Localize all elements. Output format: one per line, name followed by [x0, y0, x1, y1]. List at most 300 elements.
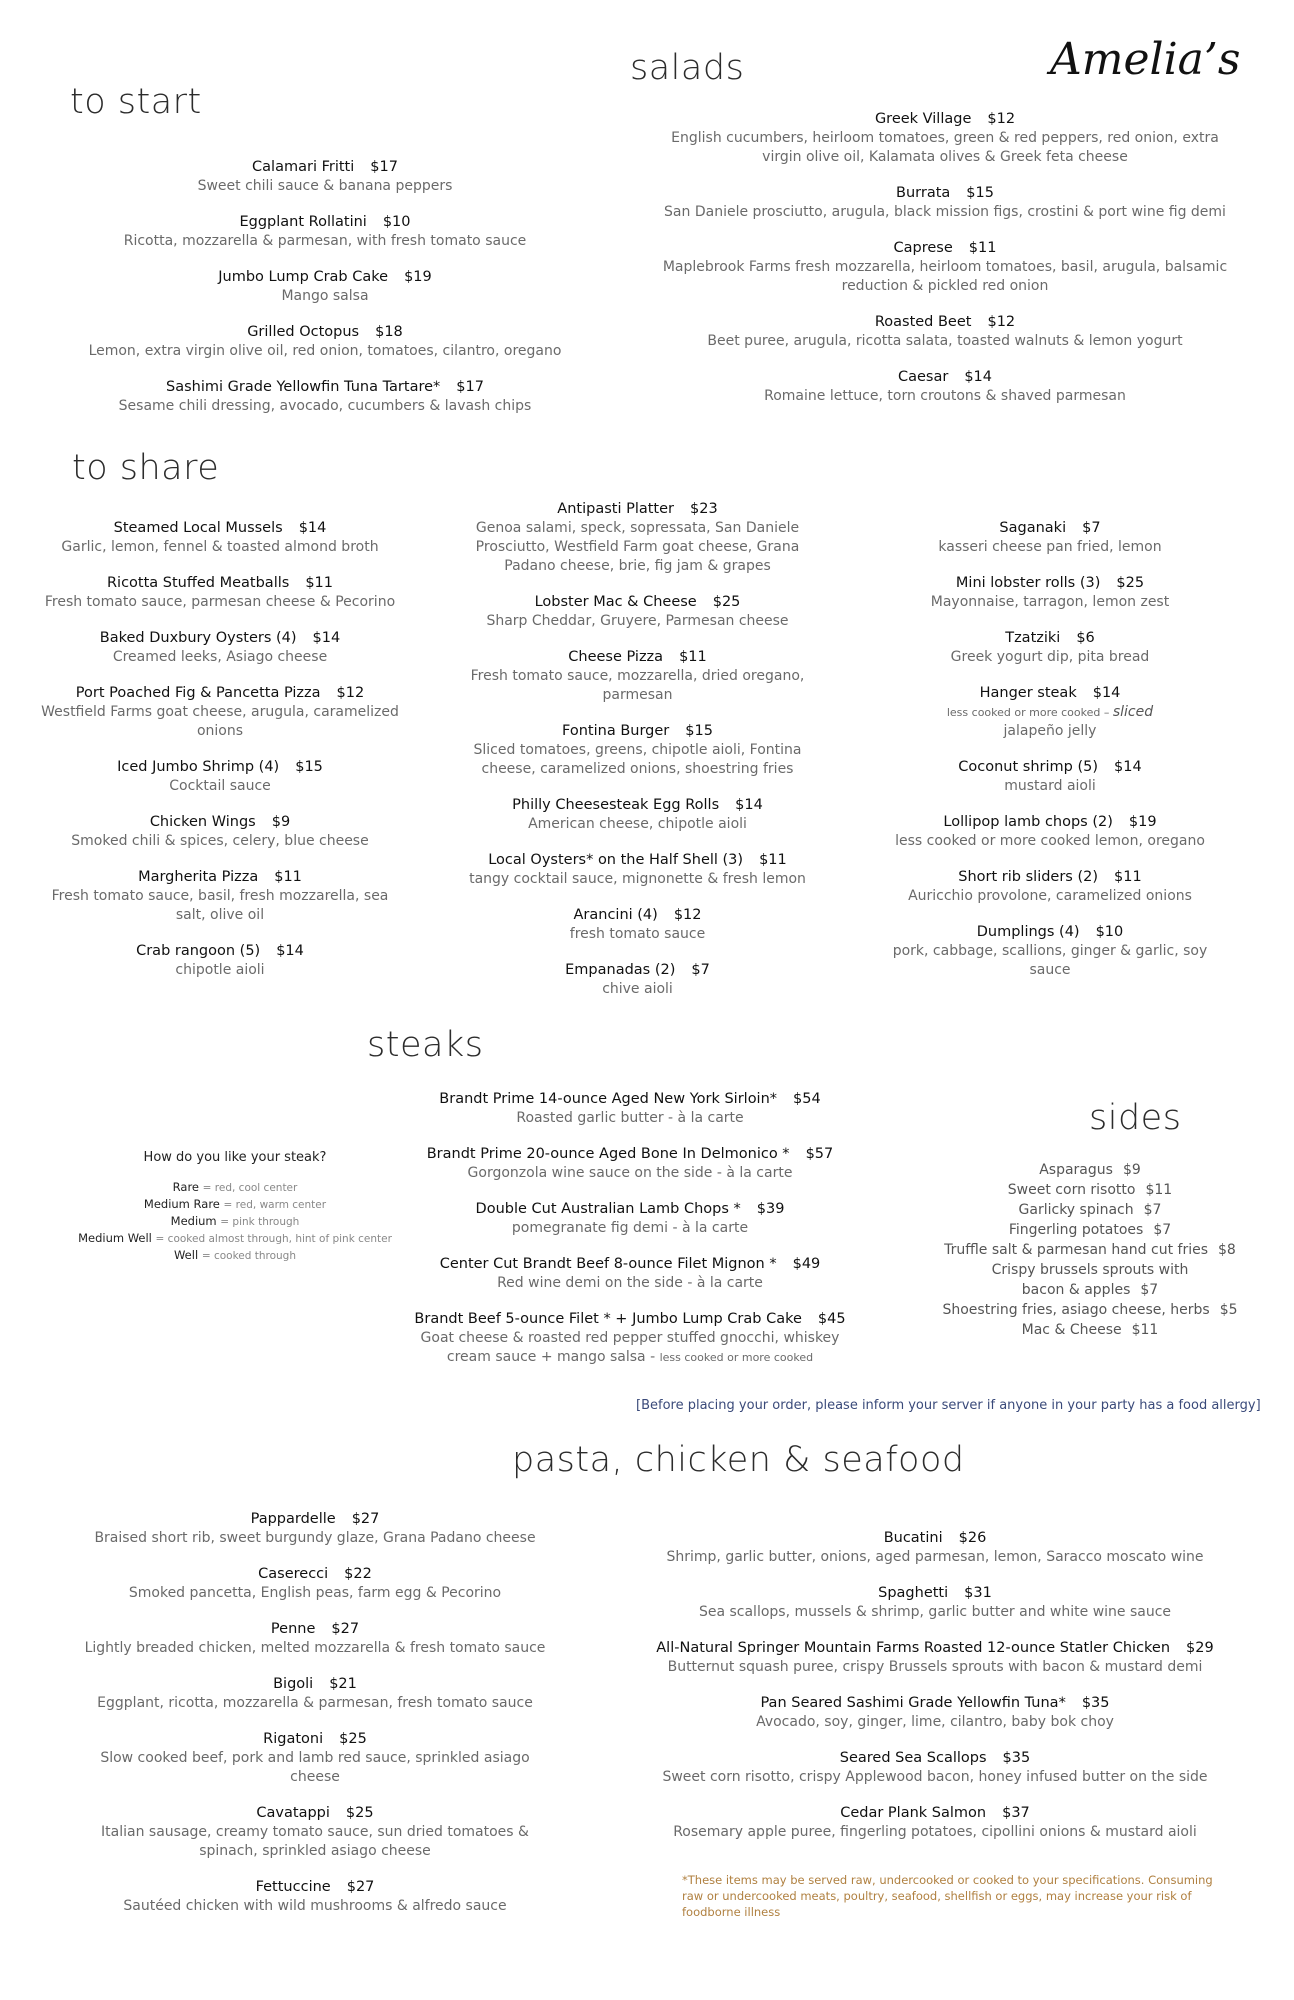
menu-item-price: $12 — [336, 685, 365, 701]
menu-item-heading — [655, 1529, 1215, 1548]
menu-item-price: $6 — [1076, 630, 1095, 646]
menu-item-description — [40, 777, 400, 796]
menu-item-price: $11 — [274, 869, 302, 885]
menu-item-description — [75, 177, 575, 196]
menu-item-heading — [660, 110, 1230, 129]
menu-item-name: Dumplings (4) — [976, 924, 1080, 940]
menu-item-name: Brandt Prime 20-ounce Aged Bone In Delmonico * — [426, 1146, 790, 1162]
side-item-price: $11 — [1131, 1322, 1159, 1338]
menu-item-price: $14 — [276, 943, 304, 959]
menu-item-price: $22 — [344, 1566, 372, 1582]
doneness-description: = cooked almost through, hint of pink center — [155, 1233, 392, 1245]
menu-item-description — [75, 287, 575, 306]
menu-item-price: $11 — [759, 852, 787, 868]
menu-item-price: $29 — [1186, 1640, 1214, 1656]
menu-item-name: Hanger steak — [979, 685, 1077, 701]
section-title-sides: sides — [1089, 1098, 1182, 1138]
menu-item-name: Pappardelle — [250, 1511, 336, 1527]
menu-item-description-text: San Daniele prosciutto, arugula, black mission figs, crostini & port wine fig demi — [664, 204, 1226, 220]
side-item-name: Shoestring fries, asiago cheese, herbs — [942, 1302, 1210, 1318]
menu-item-price: $15 — [295, 759, 323, 775]
menu-item — [455, 593, 820, 631]
menu-item-description — [455, 612, 820, 631]
menu-item-description — [660, 203, 1230, 222]
menu-item-description — [660, 387, 1230, 406]
menu-item-name: Cavatappi — [256, 1805, 330, 1821]
menu-item-description-text: Westfield Farms goat cheese, arugula, caramelized onions — [41, 704, 399, 739]
menu-item — [40, 758, 400, 796]
menu-item-description-text: Sautéed chicken with wild mushrooms & alfredo sauce — [123, 1898, 507, 1914]
menu-item-description — [660, 332, 1230, 351]
menu-item-heading — [880, 758, 1220, 777]
doneness-level — [60, 1230, 410, 1247]
menu-item-description-text: Butternut squash puree, crispy Brussels sprouts with bacon & mustard demi — [667, 1659, 1203, 1675]
side-item — [920, 1300, 1260, 1320]
menu-item-heading — [455, 648, 820, 667]
section-title-to-start: to start — [70, 82, 202, 122]
menu-item-name: Iced Jumbo Shrimp (4) — [117, 759, 280, 775]
menu-item — [75, 268, 575, 306]
menu-item — [75, 1620, 555, 1658]
menu-item — [660, 184, 1230, 222]
menu-item-heading — [660, 313, 1230, 332]
allergy-note: [Before placing your order, please inform your server if anyone in your party has a food allergy] — [636, 1398, 1261, 1413]
menu-item-heading — [880, 574, 1220, 593]
menu-item-heading — [75, 268, 575, 287]
menu-item-name: Ricotta Stuffed Meatballs — [106, 575, 290, 591]
menu-item-name: Roasted Beet — [874, 314, 972, 330]
menu-item-heading — [40, 813, 400, 832]
menu-item-price: $27 — [346, 1879, 375, 1895]
menu-item-description — [455, 519, 820, 576]
menu-item-heading — [880, 868, 1220, 887]
menu-item-heading — [75, 1620, 555, 1639]
menu-item-name: Rigatoni — [263, 1731, 324, 1747]
menu-item — [75, 1804, 555, 1861]
menu-item-description — [455, 980, 820, 999]
doneness-level — [60, 1179, 410, 1196]
menu-item-price: $15 — [685, 723, 713, 739]
menu-item-price: $31 — [964, 1585, 992, 1601]
menu-item-price: $19 — [404, 269, 432, 285]
steak-doneness-guide — [60, 1150, 410, 1264]
menu-item-description — [410, 1164, 850, 1183]
menu-item-heading — [660, 239, 1230, 258]
menu-item-price: $49 — [792, 1256, 821, 1272]
menu-item — [40, 684, 400, 741]
menu-item-name: Caserecci — [258, 1566, 329, 1582]
menu-item — [455, 851, 820, 889]
menu-item-description — [880, 722, 1220, 741]
menu-item-price: $9 — [271, 814, 291, 830]
menu-item-description — [655, 1713, 1215, 1732]
menu-item — [880, 519, 1220, 557]
menu-item-name: Double Cut Australian Lamb Chops * — [475, 1201, 741, 1217]
menu-item-name: Calamari Fritti — [252, 159, 355, 175]
side-item-price: $5 — [1219, 1302, 1238, 1318]
menu-item-price: $27 — [351, 1511, 380, 1527]
menu-item-description — [455, 667, 820, 705]
menu-item-description-text: Slow cooked beef, pork and lamb red sauce, sprinkled asiago cheese — [100, 1750, 530, 1785]
menu-item-heading — [655, 1749, 1215, 1768]
menu-item-name: Brandt Beef 5-ounce Filet * + Jumbo Lump Crab Cake — [414, 1311, 802, 1327]
menu-item-heading — [660, 184, 1230, 203]
menu-item — [410, 1145, 850, 1183]
menu-item-name: Local Oysters* on the Half Shell (3) — [488, 852, 744, 868]
menu-item — [75, 158, 575, 196]
menu-item-price: $45 — [817, 1311, 846, 1327]
side-item-name: Truffle salt & parmesan hand cut fries — [944, 1242, 1209, 1258]
menu-item — [75, 1565, 555, 1603]
menu-item-heading — [880, 923, 1220, 942]
menu-item-heading — [655, 1694, 1215, 1713]
menu-item-heading — [410, 1200, 850, 1219]
menu-item-description — [455, 870, 820, 889]
menu-item-heading — [40, 942, 400, 961]
side-item-price: $7 — [1153, 1222, 1172, 1238]
menu-item-name: Tzatziki — [1005, 630, 1061, 646]
menu-item-name: Jumbo Lump Crab Cake — [218, 269, 389, 285]
menu-item-description-text: chive aioli — [602, 981, 673, 997]
menu-item-heading — [880, 813, 1220, 832]
side-item-name: Fingerling potatoes — [1008, 1222, 1144, 1238]
menu-item — [40, 813, 400, 851]
menu-item-heading — [655, 1639, 1215, 1658]
menu-item-description-text: Braised short rib, sweet burgundy glaze, Grana Padano cheese — [94, 1530, 536, 1546]
menu-item-description-text: kasseri cheese pan fried, lemon — [938, 539, 1162, 555]
menu-item-description-text: chipotle aioli — [175, 962, 265, 978]
menu-item-description — [40, 593, 400, 612]
to-share-left-list — [40, 519, 400, 997]
menu-item-price: $14 — [964, 369, 993, 385]
side-item-price: $7 — [1140, 1282, 1159, 1298]
menu-item-price: $21 — [329, 1676, 357, 1692]
menu-item-description-text: Creamed leeks, Asiago cheese — [112, 649, 328, 665]
menu-item-name: All-Natural Springer Mountain Farms Roasted 12-ounce Statler Chicken — [656, 1640, 1171, 1656]
menu-item-name: Seared Sea Scallops — [839, 1750, 987, 1766]
menu-item — [455, 796, 820, 834]
menu-item-description-text: Sweet corn risotto, crispy Applewood bacon, honey infused butter on the side — [662, 1769, 1208, 1785]
menu-item — [410, 1090, 850, 1128]
side-item-price: $11 — [1145, 1182, 1173, 1198]
menu-item-name: Antipasti Platter — [557, 501, 674, 517]
menu-item-heading — [40, 868, 400, 887]
menu-item-name: Cheese Pizza — [568, 649, 664, 665]
pasta-left-list — [75, 1510, 555, 1933]
doneness-level — [60, 1213, 410, 1230]
salads-list — [660, 110, 1230, 423]
menu-item-description-text: pork, cabbage, scallions, ginger & garlic, soy sauce — [892, 943, 1208, 978]
menu-item-description — [880, 538, 1220, 557]
menu-item-description-text: Maplebrook Farms fresh mozzarella, heirloom tomatoes, basil, arugula, balsamic reduction & pickled red onion — [662, 259, 1228, 294]
menu-item-heading — [410, 1090, 850, 1109]
menu-item-price: $25 — [339, 1731, 367, 1747]
menu-item-description — [75, 1639, 555, 1658]
menu-item-name: Pan Seared Sashimi Grade Yellowfin Tuna* — [760, 1695, 1066, 1711]
menu-item — [75, 323, 575, 361]
to-share-middle-list — [455, 500, 820, 1016]
menu-item-description-text: Italian sausage, creamy tomato sauce, sun dried tomatoes & spinach, sprinkled asiago cheese — [101, 1824, 529, 1859]
menu-item-heading — [660, 368, 1230, 387]
menu-item-description-text: Avocado, soy, ginger, lime, cilantro, baby bok choy — [756, 1714, 1114, 1730]
menu-item — [40, 519, 400, 557]
menu-item-name: Bigoli — [273, 1676, 314, 1692]
doneness-name: Medium Well — [78, 1231, 152, 1245]
menu-item-name: Philly Cheesesteak Egg Rolls — [512, 797, 720, 813]
menu-item-price: $25 — [345, 1805, 374, 1821]
menu-item-name: Spaghetti — [878, 1585, 949, 1601]
menu-item-description — [410, 1274, 850, 1293]
menu-item-description — [655, 1658, 1215, 1677]
section-title-to-share: to share — [72, 448, 220, 488]
section-title-steaks: steaks — [367, 1025, 484, 1065]
menu-item-name: Penne — [270, 1621, 316, 1637]
menu-item-description — [410, 1109, 850, 1128]
menu-item-price: $14 — [735, 797, 763, 813]
menu-item-description — [455, 925, 820, 944]
menu-item-price: $7 — [1082, 520, 1101, 536]
side-item — [920, 1160, 1260, 1180]
menu-item-name: Fettuccine — [255, 1879, 331, 1895]
menu-item-heading — [40, 574, 400, 593]
menu-item — [75, 1675, 555, 1713]
menu-item-description — [75, 1823, 555, 1861]
menu-item-name: Eggplant Rollatini — [239, 214, 367, 230]
menu-item-name: Bucatini — [883, 1530, 943, 1546]
menu-item-description-text: tangy cocktail sauce, mignonette & fresh lemon — [469, 871, 806, 887]
menu-item-name: Caesar — [897, 369, 949, 385]
menu-item-description — [410, 1329, 850, 1367]
menu-item-description-text: Auricchio provolone, caramelized onions — [908, 888, 1192, 904]
menu-item-description-text: pomegranate fig demi - à la carte — [511, 1220, 749, 1236]
menu-item-name: Center Cut Brandt Beef 8-ounce Filet Mignon * — [439, 1256, 777, 1272]
menu-item-price: $14 — [298, 520, 327, 536]
menu-item-description — [880, 777, 1220, 796]
menu-item-description-text: Smoked pancetta, English peas, farm egg & Pecorino — [128, 1585, 502, 1601]
menu-item-price: $35 — [1002, 1750, 1031, 1766]
menu-item-description — [880, 648, 1220, 667]
menu-item-heading — [40, 519, 400, 538]
menu-item-name: Crab rangoon (5) — [136, 943, 261, 959]
menu-item-description-text: Roasted garlic butter - à la carte — [516, 1110, 744, 1126]
menu-item-description-text: Sesame chili dressing, avocado, cucumbers & lavash chips — [118, 398, 532, 414]
side-item — [920, 1240, 1260, 1260]
menu-item-description — [40, 538, 400, 557]
menu-item — [660, 313, 1230, 351]
menu-item-name: Lollipop lamb chops (2) — [943, 814, 1113, 830]
menu-item-description-text: Cocktail sauce — [169, 778, 271, 794]
menu-item — [880, 868, 1220, 906]
menu-item-description — [455, 815, 820, 834]
menu-item — [880, 923, 1220, 980]
menu-item-description — [655, 1548, 1215, 1567]
menu-item — [75, 1730, 555, 1787]
menu-item-price: $18 — [375, 324, 403, 340]
menu-item-description-text: Mango salsa — [281, 288, 369, 304]
menu-item-description — [455, 741, 820, 779]
menu-item-name: Margherita Pizza — [138, 869, 259, 885]
menu-item — [655, 1529, 1215, 1567]
menu-item-description — [40, 648, 400, 667]
menu-item-description — [40, 703, 400, 741]
menu-item-price: $15 — [966, 185, 994, 201]
menu-item-name: Cedar Plank Salmon — [840, 1805, 987, 1821]
menu-item — [410, 1255, 850, 1293]
menu-item-price: $12 — [987, 314, 1016, 330]
menu-item — [455, 500, 820, 576]
side-item-name: Sweet corn risotto — [1007, 1182, 1136, 1198]
menu-item — [655, 1694, 1215, 1732]
doneness-name: Well — [173, 1248, 199, 1262]
menu-item-description-text: Smoked chili & spices, celery, blue cheese — [71, 833, 369, 849]
pasta-right-list — [655, 1529, 1215, 1859]
sides-list — [920, 1160, 1260, 1340]
menu-item-price: $25 — [712, 594, 741, 610]
menu-item — [880, 574, 1220, 612]
doneness-name: Rare — [172, 1180, 199, 1194]
menu-item-heading — [455, 500, 820, 519]
menu-item-heading — [455, 796, 820, 815]
doneness-level — [60, 1247, 410, 1264]
menu-item-description-text: Greek yogurt dip, pita bread — [950, 649, 1150, 665]
menu-item-heading — [75, 213, 575, 232]
menu-item — [455, 961, 820, 999]
steaks-list — [410, 1090, 850, 1384]
menu-item-description-text: Sweet chili sauce & banana peppers — [197, 178, 453, 194]
menu-item-name: Greek Village — [874, 111, 972, 127]
side-item-price: $9 — [1122, 1162, 1141, 1178]
menu-item-price: $11 — [1114, 869, 1142, 885]
doneness-description: = red, cool center — [202, 1182, 298, 1194]
menu-item-name: Fontina Burger — [562, 723, 670, 739]
menu-item-name: Steamed Local Mussels — [113, 520, 283, 536]
menu-item-price: $26 — [958, 1530, 987, 1546]
menu-item-name: Sashimi Grade Yellowfin Tuna Tartare* — [166, 379, 441, 395]
menu-item-price: $25 — [1116, 575, 1145, 591]
menu-item-price: $19 — [1128, 814, 1157, 830]
menu-item-heading — [655, 1804, 1215, 1823]
menu-item-name: Burrata — [896, 185, 951, 201]
menu-item-description — [880, 593, 1220, 612]
doneness-name: Medium Rare — [143, 1197, 220, 1211]
menu-item-description-text: Sharp Cheddar, Gruyere, Parmesan cheese — [486, 613, 789, 629]
menu-item-heading — [40, 684, 400, 703]
menu-item — [410, 1310, 850, 1367]
menu-item-description-text: Fresh tomato sauce, parmesan cheese & Pecorino — [44, 594, 396, 610]
menu-item-price: $7 — [691, 962, 710, 978]
menu-item-price: $14 — [1114, 759, 1142, 775]
menu-item — [75, 378, 575, 416]
menu-item-note-text: less cooked or more cooked – — [946, 706, 1110, 719]
menu-item-price: $35 — [1081, 1695, 1110, 1711]
menu-item-description — [75, 232, 575, 251]
menu-item-price: $14 — [312, 630, 341, 646]
side-item-name: Mac & Cheese — [1021, 1322, 1122, 1338]
menu-item-name: Empanadas (2) — [565, 962, 676, 978]
menu-item-price: $12 — [673, 907, 702, 923]
menu-item-description — [75, 342, 575, 361]
menu-item-description-text: Shrimp, garlic butter, onions, aged parmesan, lemon, Saracco moscato wine — [666, 1549, 1204, 1565]
menu-item — [660, 110, 1230, 167]
menu-item — [75, 1510, 555, 1548]
side-item — [920, 1280, 1260, 1300]
menu-item-description-text: Lightly breaded chicken, melted mozzarella & fresh tomato sauce — [84, 1640, 546, 1656]
menu-item-description — [880, 942, 1220, 980]
menu-item-description-text: Romaine lettuce, torn croutons & shaved parmesan — [764, 388, 1126, 404]
doneness-level — [60, 1196, 410, 1213]
menu-item-heading — [410, 1145, 850, 1164]
menu-item-description-text: Fresh tomato sauce, basil, fresh mozzarella, sea salt, olive oil — [51, 888, 389, 923]
menu-item-description-text: Fresh tomato sauce, mozzarella, dried oregano, parmesan — [470, 668, 805, 703]
menu-item — [40, 629, 400, 667]
menu-item-price: $10 — [1095, 924, 1124, 940]
menu-item-description-text: American cheese, chipotle aioli — [528, 816, 747, 832]
side-item — [920, 1200, 1260, 1220]
menu-item-heading — [75, 1878, 555, 1897]
side-item-name: Garlicky spinach — [1018, 1202, 1134, 1218]
side-item-price: $7 — [1143, 1202, 1162, 1218]
menu-item-price: $17 — [456, 379, 484, 395]
menu-item-note: less cooked or more cooked — [659, 1351, 814, 1364]
menu-item — [75, 1878, 555, 1916]
menu-item-name: Lobster Mac & Cheese — [534, 594, 697, 610]
doneness-name: Medium — [170, 1214, 217, 1228]
menu-item-heading — [455, 961, 820, 980]
to-start-list — [75, 158, 575, 433]
menu-item-name: Port Poached Fig & Pancetta Pizza — [75, 685, 321, 701]
menu-item-description — [40, 832, 400, 851]
menu-item-description-text: Mayonnaise, tarragon, lemon zest — [930, 594, 1170, 610]
menu-item-name: Brandt Prime 14-ounce Aged New York Sirloin* — [439, 1091, 778, 1107]
menu-item-description-text: fresh tomato sauce — [569, 926, 706, 942]
menu-item-description — [660, 129, 1230, 167]
menu-item-description-text: Gorgonzola wine sauce on the side - à la carte — [467, 1165, 793, 1181]
menu-item-heading — [455, 851, 820, 870]
menu-item-heading — [880, 629, 1220, 648]
menu-item-description-text: Red wine demi on the side - à la carte — [497, 1275, 763, 1291]
side-item — [920, 1320, 1260, 1340]
menu-item-heading — [75, 1675, 555, 1694]
menu-item-description-text: jalapeño jelly — [1003, 723, 1097, 739]
menu-item-name: Short rib sliders (2) — [958, 869, 1099, 885]
menu-item — [455, 722, 820, 779]
menu-item-heading — [75, 1730, 555, 1749]
menu-item-description — [75, 1584, 555, 1603]
menu-item-price: $11 — [679, 649, 707, 665]
menu-item — [455, 648, 820, 705]
steak-guide-question: How do you like your steak? — [143, 1150, 327, 1165]
menu-item-price: $14 — [1092, 685, 1121, 701]
menu-item-price: $23 — [690, 501, 718, 517]
menu-item — [660, 239, 1230, 296]
menu-item-heading — [880, 519, 1220, 538]
menu-item-name: Chicken Wings — [149, 814, 256, 830]
menu-item — [40, 942, 400, 980]
menu-item-name: Mini lobster rolls (3) — [955, 575, 1101, 591]
menu-item-description-text: Sliced tomatoes, greens, chipotle aioli, Fontina cheese, caramelized onions, shoestring fries — [473, 742, 802, 777]
menu-item-description — [40, 961, 400, 980]
menu-item-heading — [75, 158, 575, 177]
menu-item-name: Coconut shrimp (5) — [958, 759, 1099, 775]
menu-item-heading — [75, 1565, 555, 1584]
section-title-salads: salads — [630, 48, 745, 88]
menu-item — [75, 213, 575, 251]
menu-item-description-text: Goat cheese & roasted red pepper stuffed gnocchi, whiskey cream sauce + mango salsa - — [420, 1330, 840, 1365]
menu-item-heading — [455, 593, 820, 612]
menu-item-description-text: Eggplant, ricotta, mozzarella & parmesan, fresh tomato sauce — [97, 1695, 533, 1711]
menu-item-heading — [410, 1255, 850, 1274]
section-title-pasta: pasta, chicken & seafood — [512, 1440, 965, 1480]
